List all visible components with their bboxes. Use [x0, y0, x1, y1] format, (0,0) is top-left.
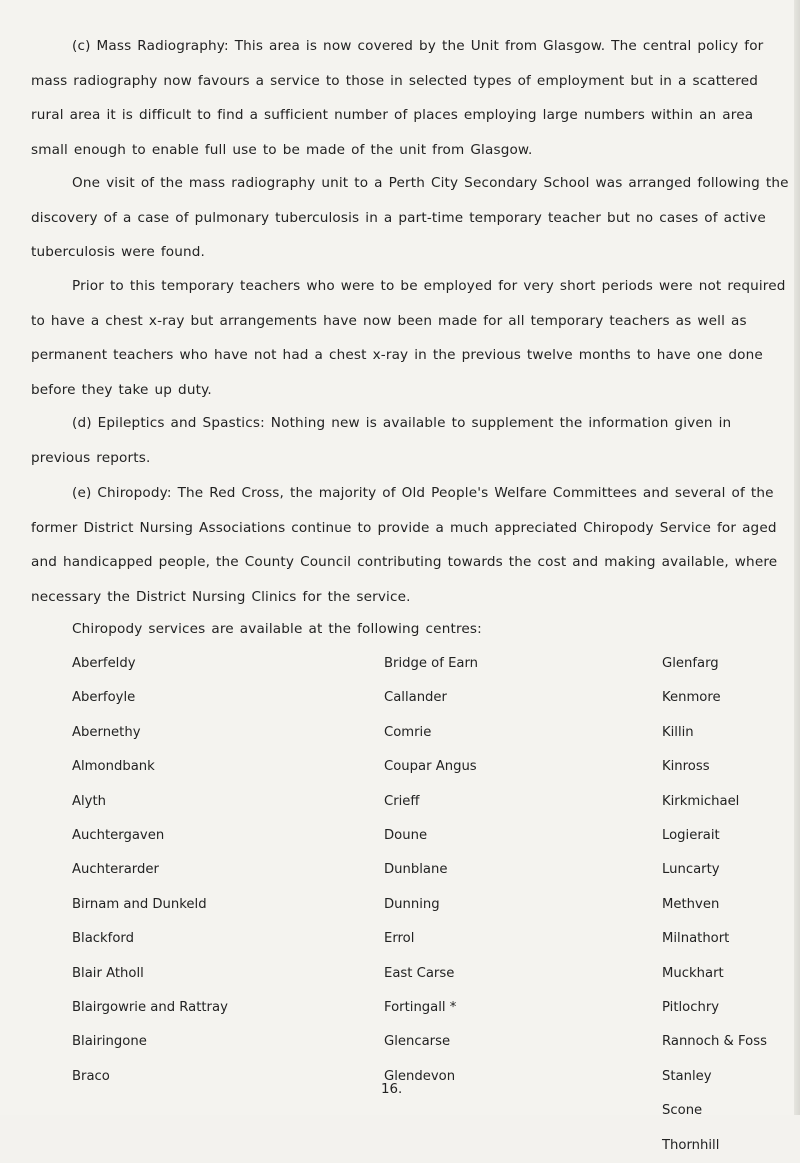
- centre-item: Muckhart: [662, 965, 724, 981]
- centres-column-2: [384, 647, 478, 1094]
- centre-item: Glencarse: [384, 1034, 451, 1050]
- centre-item: Alyth: [72, 793, 107, 809]
- centre-item: Thornhill: [662, 1137, 720, 1153]
- centre-item: Scone: [662, 1103, 703, 1119]
- centre-item: Callander: [384, 690, 447, 706]
- centre-item: Dunning: [384, 896, 440, 912]
- centre-item: Abernethy: [72, 724, 141, 740]
- paragraph-centres-intro: Chiropody services are available at the following centres:: [72, 621, 482, 637]
- centre-item: Glendevon: [384, 1068, 456, 1084]
- centre-item: Coupar Angus: [384, 759, 477, 775]
- centre-item: Stanley: [662, 1068, 712, 1084]
- centre-item: Milnathort: [662, 931, 730, 947]
- centre-item: Luncarty: [662, 862, 720, 878]
- centre-item: Kirkmichael: [662, 793, 740, 809]
- paragraph-chiropody: (e) Chiropody: The Red Cross, the majority of Old People's Welfare Committees and several of the former District Nursing Associations continue to provide a much appreciated Chiropody Service for aged and handicapped people, the County Council contributing towards the cost and making available, where necessary the District Nursing Clinics for the service.: [31, 485, 778, 605]
- centre-item: Blackford: [72, 931, 134, 947]
- centre-item: Crieff: [384, 793, 420, 809]
- centre-item: Aberfeldy: [72, 656, 136, 671]
- centre-item: Methven: [662, 896, 720, 912]
- centre-item: Aberfoyle: [72, 690, 136, 706]
- paragraph-epileptics-spastics: (d) Epileptics and Spastics: Nothing new is available to supplement the information given in previous reports.: [31, 415, 732, 466]
- centre-item: East Carse: [384, 965, 455, 981]
- centre-item: Blairgowrie and Rattray: [72, 1000, 228, 1016]
- centre-item: Rannoch & Foss: [662, 1034, 767, 1050]
- centre-item: Almondbank: [72, 759, 155, 775]
- centre-item: Auchtergaven: [72, 828, 165, 844]
- centres-column-1: [72, 647, 228, 1094]
- centre-item: Kenmore: [662, 690, 721, 706]
- centre-item: Logierait: [662, 828, 720, 844]
- centre-item: Kinross: [662, 759, 710, 775]
- paragraph-temporary-teachers: Prior to this temporary teachers who were to be employed for very short periods were not required to have a chest x-ray but arrangements have now been made for all temporary teachers as well as permanent teachers who have not had a chest x-ray in the previous twelve months to have one done before they take up duty.: [31, 278, 786, 398]
- page-number: 16.: [381, 1082, 403, 1097]
- centre-item: Glenfarg: [662, 656, 719, 671]
- page-edge: [794, 0, 800, 1115]
- centre-item: Fortingall *: [384, 1000, 457, 1016]
- centre-item: Braco: [72, 1068, 110, 1084]
- centres-column-3: [662, 647, 767, 1163]
- centre-item: Dunblane: [384, 862, 448, 878]
- centre-item: Doune: [384, 828, 428, 844]
- centre-item: Blair Atholl: [72, 965, 144, 981]
- centre-item: Pitlochry: [662, 1000, 720, 1016]
- centre-item: Bridge of Earn: [384, 656, 479, 671]
- paragraph-school-visit: One visit of the mass radiography unit to a Perth City Secondary School was arranged following the discovery of a case of pulmonary tuberculosis in a part-time temporary teacher but no cases of active tuberculosis were found.: [31, 175, 789, 260]
- centre-item: Killin: [662, 724, 694, 740]
- paragraph-mass-radiography: (c) Mass Radiography: This area is now covered by the Unit from Glasgow. The central policy for mass radiography now favours a service to those in selected types of employment but in a scattered rural area it is difficult to find a sufficient number of places employing large numbers within an area small enough to enable full use to be made of the unit from Glasgow.: [31, 38, 764, 158]
- centre-item: Birnam and Dunkeld: [72, 896, 207, 912]
- centre-item: Comrie: [384, 724, 432, 740]
- centre-item: Blairingone: [72, 1034, 147, 1050]
- centre-item: Errol: [384, 931, 415, 947]
- centre-item: Auchterarder: [72, 862, 159, 878]
